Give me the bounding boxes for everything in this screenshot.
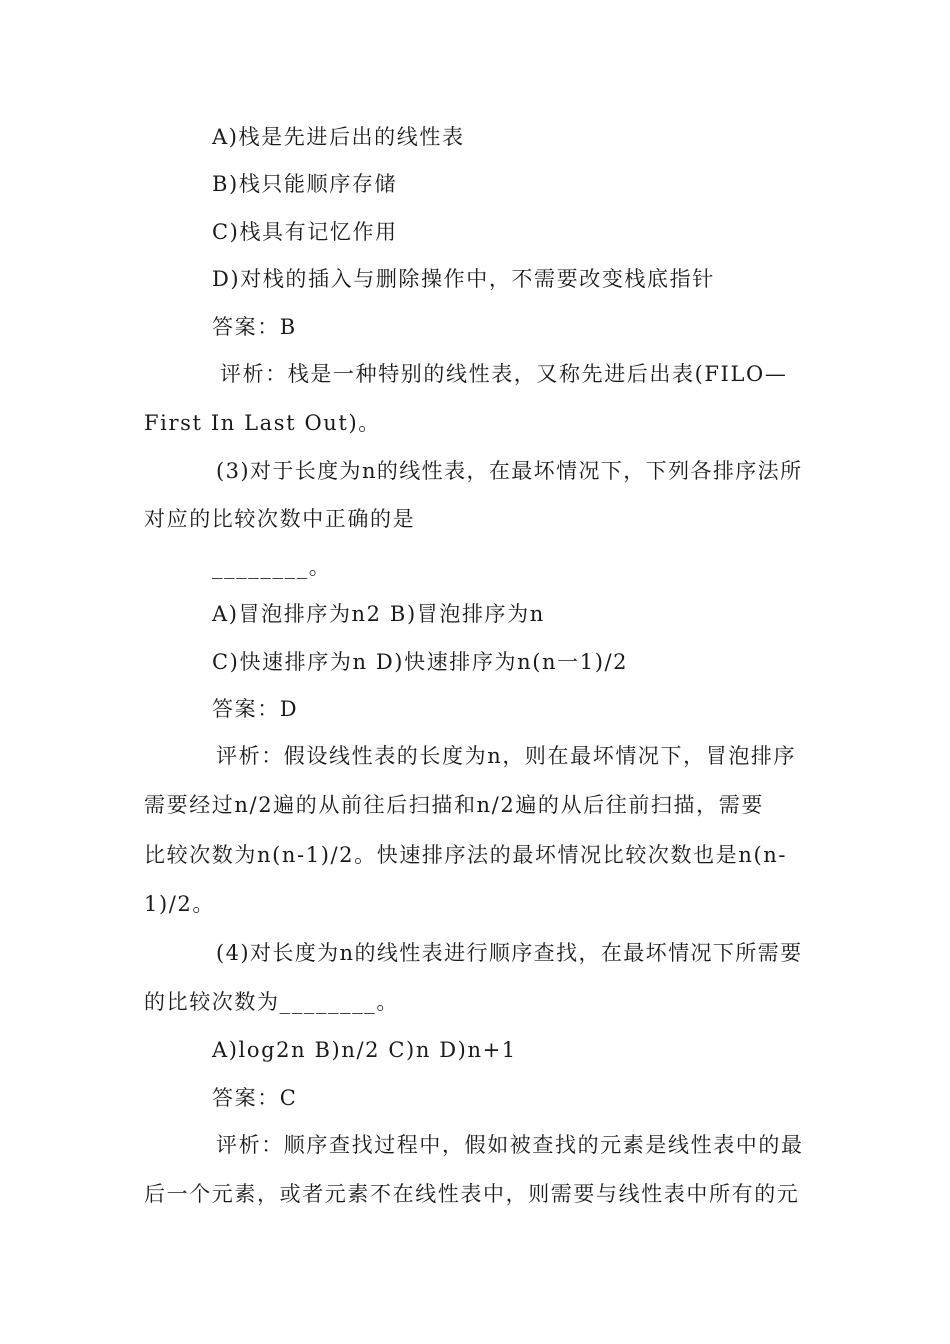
q4-options-line1: A)log2n B)n/2 C)n D)n+1 (212, 1038, 517, 1062)
q2-analysis-line2: First In Last Out)。 (144, 411, 381, 435)
q3-options-line2: C)快速排序为n D)快速排序为n(n一1)/2 (212, 650, 629, 674)
q4-analysis-line2: 后一个元素，或者元素不在线性表中，则需要与线性表中所有的元 (144, 1182, 800, 1206)
q4-question-line2: 的比较次数为________。 (144, 990, 399, 1014)
q4-question-line1: (4)对长度为n的线性表进行顺序查找，在最坏情况下所需要 (216, 941, 803, 965)
q4-answer: 答案：C (212, 1086, 298, 1110)
q3-options-line1: A)冒泡排序为n2 B)冒泡排序为n (212, 602, 545, 626)
q2-option-a: A)栈是先进后出的线性表 (212, 125, 465, 149)
q3-analysis-line3: 比较次数为n(n-1)/2。快速排序法的最坏情况比较次数也是n(n- (144, 843, 788, 867)
q2-option-c: C)栈具有记忆作用 (212, 220, 398, 244)
q2-analysis-line1: 评析：栈是一种特别的线性表，又称先进后出表(FILO— (220, 362, 788, 386)
q2-option-d: D)对栈的插入与删除操作中，不需要改变栈底指针 (212, 267, 715, 291)
q3-question-line1: (3)对于长度为n的线性表，在最坏情况下，下列各排序法所 (216, 459, 803, 483)
q2-option-b: B)栈只能顺序存储 (212, 172, 398, 196)
q3-question-line2: 对应的比较次数中正确的是 (144, 507, 416, 531)
q3-answer: 答案：D (212, 697, 299, 721)
q3-analysis-line1: 评析：假设线性表的长度为n，则在最坏情况下，冒泡排序 (216, 744, 797, 768)
q3-question-blank: ________。 (212, 555, 332, 579)
q3-analysis-line4: 1)/2。 (144, 892, 215, 916)
q4-analysis-line1: 评析：顺序查找过程中，假如被查找的元素是线性表中的最 (216, 1133, 804, 1157)
q2-answer: 答案：B (212, 315, 297, 339)
q3-analysis-line2: 需要经过n/2遍的从前往后扫描和n/2遍的从后往前扫描，需要 (144, 793, 764, 817)
